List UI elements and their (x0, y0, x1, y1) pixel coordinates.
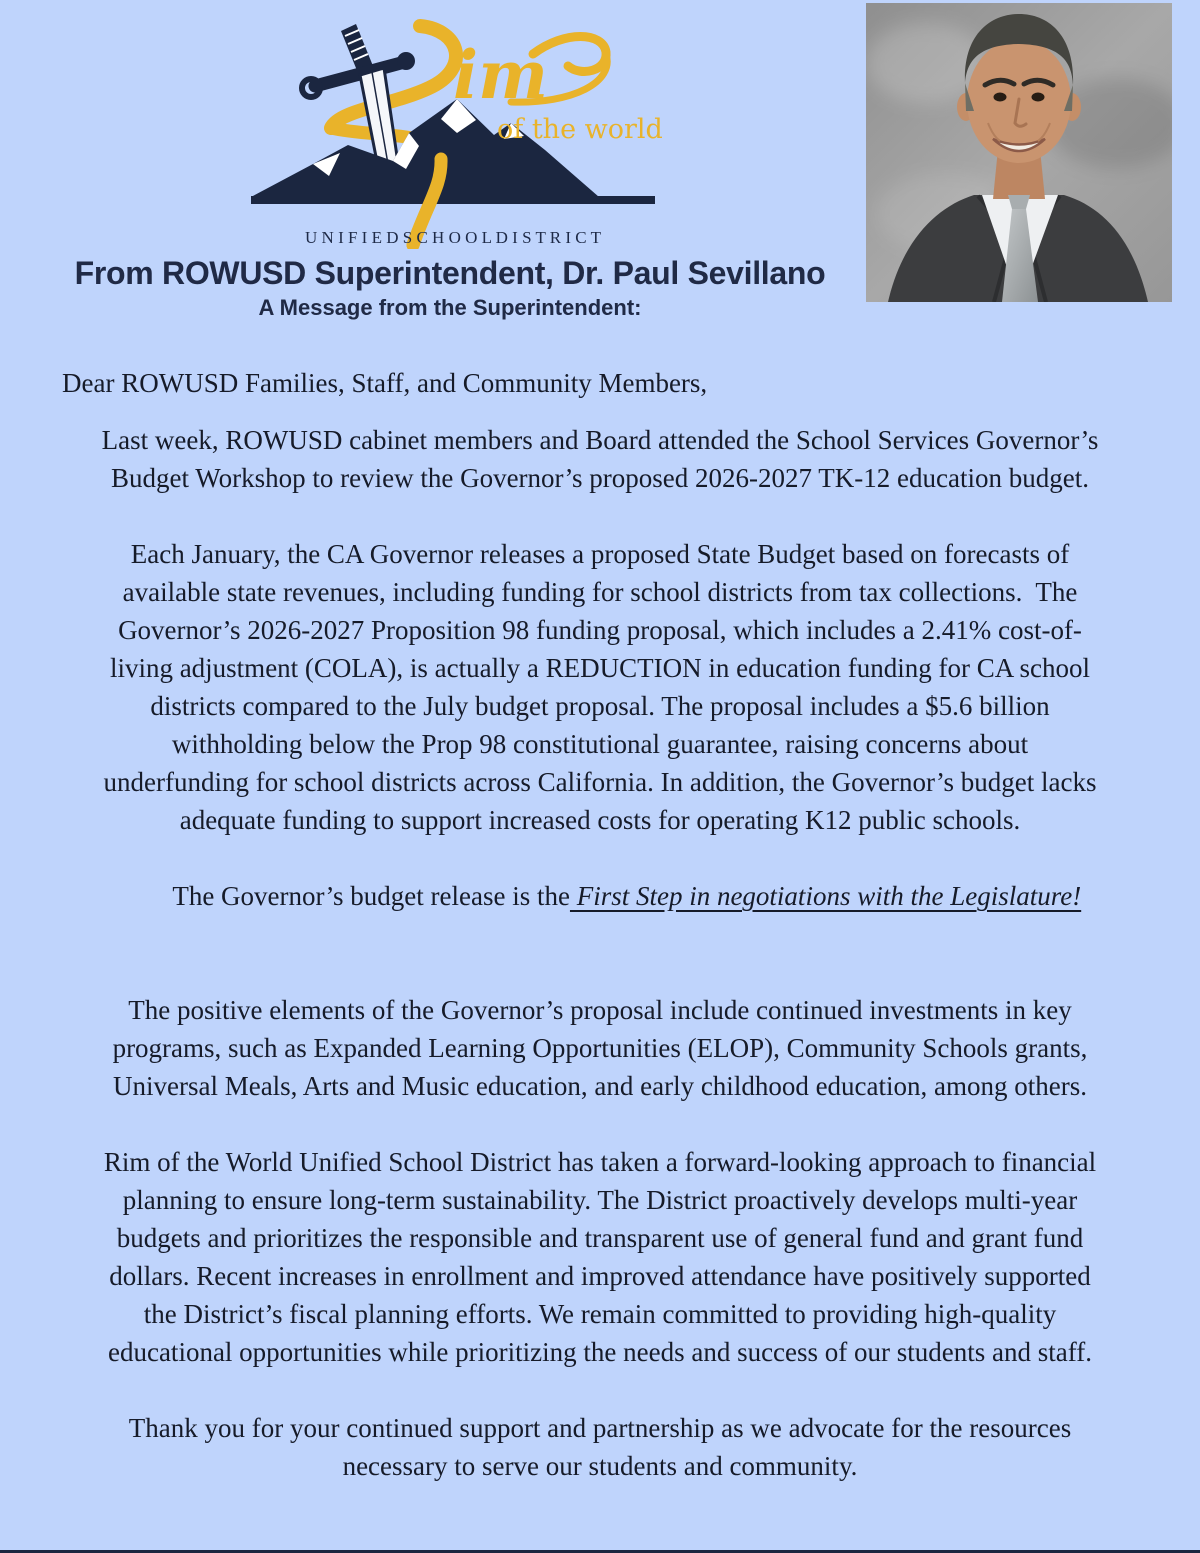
salutation: Dear ROWUSD Families, Staff, and Community Members, (62, 368, 708, 398)
body-line: living adjustment (COLA), is actually a REDUCTION in education funding for CA school (109, 653, 1091, 683)
body-line: withholding below the Prop 98 constitutional guarantee, raising concerns about (171, 729, 1029, 759)
body-line: Last week, ROWUSD cabinet members and Board attended the School Services Governor’s (101, 425, 1099, 455)
body-line: the District’s fiscal planning efforts. We remain committed to providing high-quality (143, 1299, 1057, 1329)
body-line: Budget Workshop to review the Governor’s proposed 2026-2027 TK-12 education budget. (111, 463, 1089, 493)
district-logo (243, 14, 663, 249)
logo-script-text: im (453, 36, 548, 114)
body-line: dollars. Recent increases in enrollment and improved attendance have positively supported (109, 1261, 1091, 1291)
body-line: Thank you for your continued support and partnership as we advocate for the resources (128, 1413, 1072, 1443)
body-line: Governor’s 2026-2027 Proposition 98 funding proposal, which includes a 2.41% cost-of- (118, 615, 1082, 645)
body-line: necessary to serve our students and community. (342, 1451, 858, 1481)
body-line: Rim of the World Unified School District has taken a forward-looking approach to financial (103, 1147, 1097, 1177)
letter-body (0, 364, 1200, 1523)
body-line: districts compared to the July budget proposal. The proposal includes a $5.6 billion (150, 691, 1050, 721)
body-line: programs, such as Expanded Learning Opportunities (ELOP), Community Schools grants, (112, 1033, 1088, 1063)
page-title: From ROWUSD Superintendent, Dr. Paul Sevillano (74, 255, 826, 291)
superintendent-photo-art (866, 3, 1172, 302)
body-line: budgets and prioritizes the responsible and transparent use of general fund and grant fund (116, 1223, 1084, 1253)
closing-plain-text: The Governor’s budget release is the (172, 881, 570, 911)
page-subtitle: A Message from the Superintendent: (258, 295, 642, 320)
paragraph-thank-you (0, 1409, 1200, 1485)
logo-tagline: of the world (497, 114, 663, 145)
body-line: available state revenues, including funding for school districts from tax collections. The (122, 577, 1078, 607)
body-line: educational opportunities while prioritizing the needs and success of our students and staff. (107, 1337, 1092, 1367)
body-line: underfunding for school districts across California. In addition, the Governor’s budget lacks (103, 767, 1097, 797)
closing-emphasis-text: First Step in negotiations with the Legislature! (569, 881, 1082, 911)
superintendent-photo (866, 3, 1172, 302)
body-line: The positive elements of the Governor’s proposal include continued investments in key (128, 995, 1072, 1025)
district-logo-art (243, 14, 663, 249)
paragraph-state-budget (0, 535, 1200, 953)
body-line: Universal Meals, Arts and Music education, and early childhood education, among others. (112, 1071, 1087, 1101)
body-line: adequate funding to support increased costs for operating K12 public schools. (179, 805, 1021, 835)
paragraph-budget-workshop (0, 421, 1200, 497)
body-line-closing (0, 839, 1200, 953)
paragraph-positive-elements (0, 991, 1200, 1105)
logo-district-line: U N I F I E D S C H O O L D I S T R I C T (305, 228, 601, 247)
body-line: planning to ensure long-term sustainability. The District proactively develops multi-year (122, 1185, 1078, 1215)
header-block (20, 254, 880, 322)
body-line: Each January, the CA Governor releases a proposed State Budget based on forecasts of (130, 539, 1070, 569)
paragraph-district-planning (0, 1143, 1200, 1371)
